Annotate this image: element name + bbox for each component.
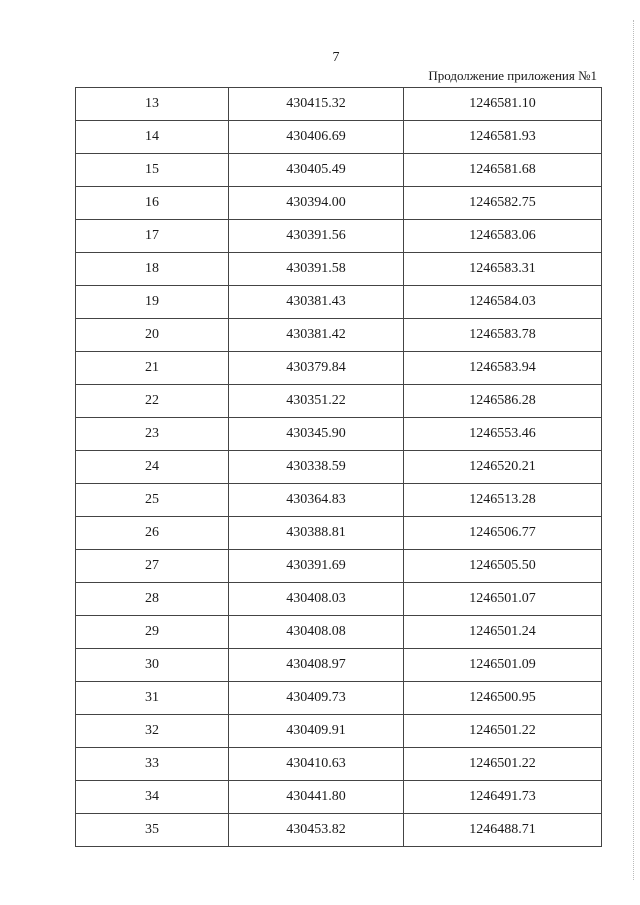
point-number-cell: 17 <box>76 220 229 253</box>
x-coordinate-cell: 430406.69 <box>229 121 404 154</box>
table-row <box>76 88 602 121</box>
y-coordinate-cell: 1246501.07 <box>404 583 602 616</box>
point-number-cell: 29 <box>76 616 229 649</box>
point-number-cell: 33 <box>76 748 229 781</box>
table-row <box>76 715 602 748</box>
table-row <box>76 187 602 220</box>
x-coordinate-cell: 430364.83 <box>229 484 404 517</box>
x-coordinate-cell: 430345.90 <box>229 418 404 451</box>
y-coordinate-cell: 1246581.68 <box>404 154 602 187</box>
x-coordinate-cell: 430379.84 <box>229 352 404 385</box>
y-coordinate-cell: 1246520.21 <box>404 451 602 484</box>
point-number-cell: 35 <box>76 814 229 847</box>
page-number: 7 <box>332 50 340 65</box>
point-number-cell: 31 <box>76 682 229 715</box>
table-row <box>76 319 602 352</box>
y-coordinate-cell: 1246553.46 <box>404 418 602 451</box>
table-row <box>76 484 602 517</box>
y-coordinate-cell: 1246488.71 <box>404 814 602 847</box>
y-coordinate-cell: 1246583.94 <box>404 352 602 385</box>
point-number-cell: 21 <box>76 352 229 385</box>
table-row <box>76 385 602 418</box>
scan-edge-line <box>632 20 634 880</box>
point-number-cell: 20 <box>76 319 229 352</box>
y-coordinate-cell: 1246581.93 <box>404 121 602 154</box>
point-number-cell: 24 <box>76 451 229 484</box>
x-coordinate-cell: 430408.08 <box>229 616 404 649</box>
point-number-cell: 22 <box>76 385 229 418</box>
table-row <box>76 649 602 682</box>
table-row <box>76 418 602 451</box>
y-coordinate-cell: 1246513.28 <box>404 484 602 517</box>
y-coordinate-cell: 1246505.50 <box>404 550 602 583</box>
y-coordinate-cell: 1246581.10 <box>404 88 602 121</box>
table-row <box>76 583 602 616</box>
y-coordinate-cell: 1246584.03 <box>404 286 602 319</box>
x-coordinate-cell: 430338.59 <box>229 451 404 484</box>
x-coordinate-cell: 430405.49 <box>229 154 404 187</box>
point-number-cell: 19 <box>76 286 229 319</box>
y-coordinate-cell: 1246500.95 <box>404 682 602 715</box>
x-coordinate-cell: 430388.81 <box>229 517 404 550</box>
table-row <box>76 352 602 385</box>
point-number-cell: 14 <box>76 121 229 154</box>
y-coordinate-cell: 1246586.28 <box>404 385 602 418</box>
x-coordinate-cell: 430415.32 <box>229 88 404 121</box>
x-coordinate-cell: 430381.42 <box>229 319 404 352</box>
y-coordinate-cell: 1246583.06 <box>404 220 602 253</box>
x-coordinate-cell: 430408.97 <box>229 649 404 682</box>
x-coordinate-cell: 430408.03 <box>229 583 404 616</box>
x-coordinate-cell: 430381.43 <box>229 286 404 319</box>
point-number-cell: 34 <box>76 781 229 814</box>
y-coordinate-cell: 1246582.75 <box>404 187 602 220</box>
point-number-cell: 18 <box>76 253 229 286</box>
y-coordinate-cell: 1246501.22 <box>404 748 602 781</box>
table-row <box>76 517 602 550</box>
coordinates-table <box>75 87 602 847</box>
point-number-cell: 25 <box>76 484 229 517</box>
point-number-cell: 28 <box>76 583 229 616</box>
x-coordinate-cell: 430391.56 <box>229 220 404 253</box>
table-row <box>76 121 602 154</box>
point-number-cell: 23 <box>76 418 229 451</box>
point-number-cell: 30 <box>76 649 229 682</box>
appendix-continuation-note: Продолжение приложения №1 <box>428 68 597 83</box>
x-coordinate-cell: 430410.63 <box>229 748 404 781</box>
y-coordinate-cell: 1246501.24 <box>404 616 602 649</box>
point-number-cell: 16 <box>76 187 229 220</box>
table-row <box>76 814 602 847</box>
table-row <box>76 451 602 484</box>
y-coordinate-cell: 1246501.09 <box>404 649 602 682</box>
table-row <box>76 781 602 814</box>
x-coordinate-cell: 430351.22 <box>229 385 404 418</box>
y-coordinate-cell: 1246501.22 <box>404 715 602 748</box>
x-coordinate-cell: 430391.58 <box>229 253 404 286</box>
table-row <box>76 616 602 649</box>
table-row <box>76 220 602 253</box>
table-row <box>76 154 602 187</box>
table-row <box>76 286 602 319</box>
y-coordinate-cell: 1246506.77 <box>404 517 602 550</box>
point-number-cell: 15 <box>76 154 229 187</box>
x-coordinate-cell: 430453.82 <box>229 814 404 847</box>
table-row <box>76 682 602 715</box>
x-coordinate-cell: 430409.73 <box>229 682 404 715</box>
x-coordinate-cell: 430409.91 <box>229 715 404 748</box>
table-row <box>76 748 602 781</box>
coordinates-table-body <box>76 88 602 847</box>
point-number-cell: 32 <box>76 715 229 748</box>
y-coordinate-cell: 1246583.78 <box>404 319 602 352</box>
point-number-cell: 26 <box>76 517 229 550</box>
x-coordinate-cell: 430441.80 <box>229 781 404 814</box>
y-coordinate-cell: 1246583.31 <box>404 253 602 286</box>
x-coordinate-cell: 430391.69 <box>229 550 404 583</box>
point-number-cell: 13 <box>76 88 229 121</box>
table-row <box>76 253 602 286</box>
x-coordinate-cell: 430394.00 <box>229 187 404 220</box>
table-row <box>76 550 602 583</box>
y-coordinate-cell: 1246491.73 <box>404 781 602 814</box>
point-number-cell: 27 <box>76 550 229 583</box>
